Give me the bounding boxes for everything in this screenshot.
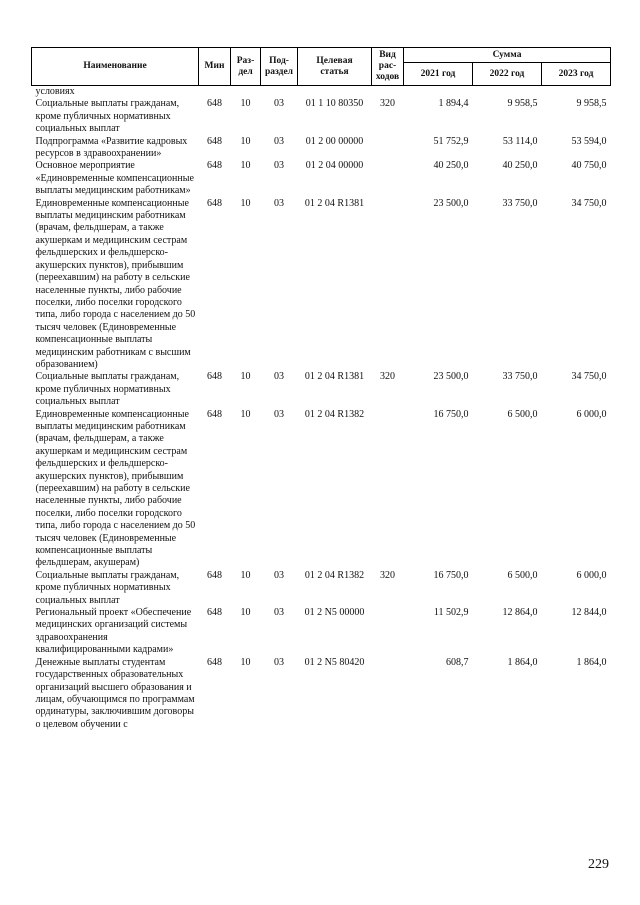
header-min: Мин (199, 48, 231, 86)
row-target-article: 01 2 00 00000 (305, 135, 364, 147)
row-ministry: 648 (207, 569, 222, 581)
header-expense-type: Вид рас- ходов (372, 48, 404, 86)
row-section: 10 (240, 371, 251, 383)
row-sum-2021: 40 250,0 (433, 160, 469, 172)
row-expense-type (372, 136, 404, 161)
table-row (32, 160, 611, 197)
table-row (32, 136, 611, 161)
table-row (32, 86, 611, 99)
row-sum-2023: 12 844,0 (571, 607, 607, 619)
row-sum-2022: 12 864,0 (502, 607, 538, 619)
row-sum-2022: 33 750,0 (502, 371, 538, 383)
header-sum: Сумма (404, 48, 611, 63)
table-body (32, 86, 611, 732)
table-row (32, 607, 611, 657)
row-section: 10 (240, 569, 251, 581)
row-name: Единовременные компенсационные выплаты медицинским работникам (врачам, фельдшерам, а также акушеркам и медицинским сестрам фельдшерских и фельдшерско-акушерских пунктов), прибывшим (переехавшим) на работу в сельские населенные пункты, либо рабочие поселки, либо поселки городского типа, либо города с населением до 50 тысяч человек (Единовременные компенсационные выплаты медицинским работникам с высшим образованием) (35, 197, 196, 370)
header-year-2022: 2022 год (473, 63, 542, 86)
row-subsection: 03 (274, 135, 284, 147)
row-sum-2021: 51 752,9 (433, 135, 469, 147)
row-sum-2021: 23 500,0 (433, 371, 469, 383)
row-section: 10 (240, 607, 251, 619)
row-target-article: 01 1 10 80350 (305, 98, 364, 110)
row-sum-2023: 53 594,0 (571, 135, 607, 147)
row-subsection (261, 86, 298, 99)
row-expense-type (372, 86, 404, 99)
row-section: 10 (240, 98, 251, 110)
row-sum-2021: 608,7 (446, 656, 469, 668)
row-sum-2023: 34 750,0 (571, 197, 607, 209)
row-sum-2023: 6 000,0 (576, 408, 607, 420)
row-sum-2021: 23 500,0 (433, 197, 469, 209)
row-subsection: 03 (274, 160, 284, 172)
row-name: Региональный проект «Обеспечение медицинских организаций системы здравоохранения квалифицированными кадрами» (35, 607, 192, 656)
row-target-article: 01 2 04 R1382 (304, 408, 365, 420)
table-row (32, 371, 611, 408)
row-section: 10 (240, 135, 251, 147)
row-sum-2022: 9 958,5 (507, 98, 538, 110)
budget-table-page (31, 47, 610, 731)
row-sum-2022: 6 500,0 (507, 569, 538, 581)
table-row (32, 657, 611, 731)
row-ministry: 648 (207, 160, 222, 172)
row-sum-2021: 11 502,9 (433, 607, 469, 619)
table-header (32, 48, 611, 86)
row-sum-2021: 1 894,4 (438, 98, 469, 110)
budget-table (31, 47, 611, 731)
table-row (32, 570, 611, 607)
row-target-article (298, 86, 372, 99)
row-name: условиях (35, 86, 75, 97)
row-section: 10 (240, 408, 251, 420)
row-name: Денежные выплаты студентам государственных образовательных организаций высшего образования и лицам, обучающимся по программам ординатуры, заключившим договоры о целевом обучении с (35, 656, 195, 730)
row-name: Подпрограмма «Развитие кадровых ресурсов в здравоохранении» (35, 135, 188, 160)
row-target-article: 01 2 04 R1381 (304, 371, 365, 383)
row-sum-2023: 40 750,0 (571, 160, 607, 172)
header-podrazdel: Под- раздел (261, 48, 298, 86)
row-sum-2023 (542, 86, 611, 99)
row-ministry: 648 (207, 98, 222, 110)
row-sum-2021: 16 750,0 (433, 408, 469, 420)
row-sum-2022 (473, 86, 542, 99)
row-subsection: 03 (274, 371, 284, 383)
header-razdel: Раз- дел (231, 48, 261, 86)
row-sum-2022: 1 864,0 (507, 656, 538, 668)
row-sum-2021: 16 750,0 (433, 569, 469, 581)
row-name: Социальные выплаты гражданам, кроме публичных нормативных социальных выплат (35, 371, 180, 408)
row-name: Основное мероприятие «Единовременные компенсационные выплаты медицинским работникам» (35, 160, 194, 197)
row-sum-2022: 6 500,0 (507, 408, 538, 420)
row-sum-2023: 34 750,0 (571, 371, 607, 383)
row-ministry: 648 (207, 408, 222, 420)
row-sum-2023: 6 000,0 (576, 569, 607, 581)
row-subsection: 03 (274, 569, 284, 581)
row-name: Единовременные компенсационные выплаты медицинским работникам (врачам, фельдшерам, а также акушеркам и медицинским сестрам фельдшерских и фельдшерско-акушерских пунктов), прибывшим (переехавшим) на работу в сельские населенные пункты, либо рабочие поселки, либо поселки городского типа, либо города с населением до 50 тысяч человек (Единовременные компенсационные выплаты фельдшерам, акушерам) (35, 408, 196, 569)
row-expense-type (372, 160, 404, 197)
row-ministry: 648 (207, 371, 222, 383)
table-row (32, 409, 611, 570)
row-sum-2022: 53 114,0 (502, 135, 538, 147)
row-subsection: 03 (274, 408, 284, 420)
row-ministry: 648 (207, 135, 222, 147)
row-target-article: 01 2 04 00000 (305, 160, 364, 172)
row-sum-2022: 40 250,0 (502, 160, 538, 172)
row-name: Социальные выплаты гражданам, кроме публичных нормативных социальных выплат (35, 569, 180, 606)
row-target-article: 01 2 04 R1381 (304, 197, 365, 209)
row-name: Социальные выплаты гражданам, кроме публичных нормативных социальных выплат (35, 98, 180, 135)
header-year-2021: 2021 год (404, 63, 473, 86)
row-expense-type: 320 (380, 98, 395, 110)
row-target-article: 01 2 04 R1382 (304, 569, 365, 581)
row-target-article: 01 2 N5 80420 (304, 656, 365, 668)
header-year-2023: 2023 год (542, 63, 611, 86)
table-row (32, 198, 611, 372)
header-target-article: Целевая статья (298, 48, 372, 86)
row-ministry (199, 86, 231, 99)
row-ministry: 648 (207, 197, 222, 209)
row-section: 10 (240, 656, 251, 668)
row-sum-2022: 33 750,0 (502, 197, 538, 209)
row-section (231, 86, 261, 99)
row-expense-type (372, 198, 404, 372)
row-expense-type: 320 (380, 569, 395, 581)
row-subsection: 03 (274, 98, 284, 110)
row-ministry: 648 (207, 607, 222, 619)
row-subsection: 03 (274, 197, 284, 209)
row-expense-type: 320 (380, 371, 395, 383)
row-sum-2023: 9 958,5 (576, 98, 607, 110)
row-ministry: 648 (207, 656, 222, 668)
table-row (32, 98, 611, 135)
row-expense-type (372, 657, 404, 731)
row-subsection: 03 (274, 607, 284, 619)
page-number: 229 (588, 857, 609, 872)
row-sum-2023: 1 864,0 (576, 656, 607, 668)
header-name: Наименование (32, 48, 199, 86)
row-expense-type (372, 607, 404, 657)
row-sum-2021 (404, 86, 473, 99)
row-subsection: 03 (274, 656, 284, 668)
row-section: 10 (240, 160, 251, 172)
row-target-article: 01 2 N5 00000 (304, 607, 365, 619)
row-section: 10 (240, 197, 251, 209)
row-expense-type (372, 409, 404, 570)
